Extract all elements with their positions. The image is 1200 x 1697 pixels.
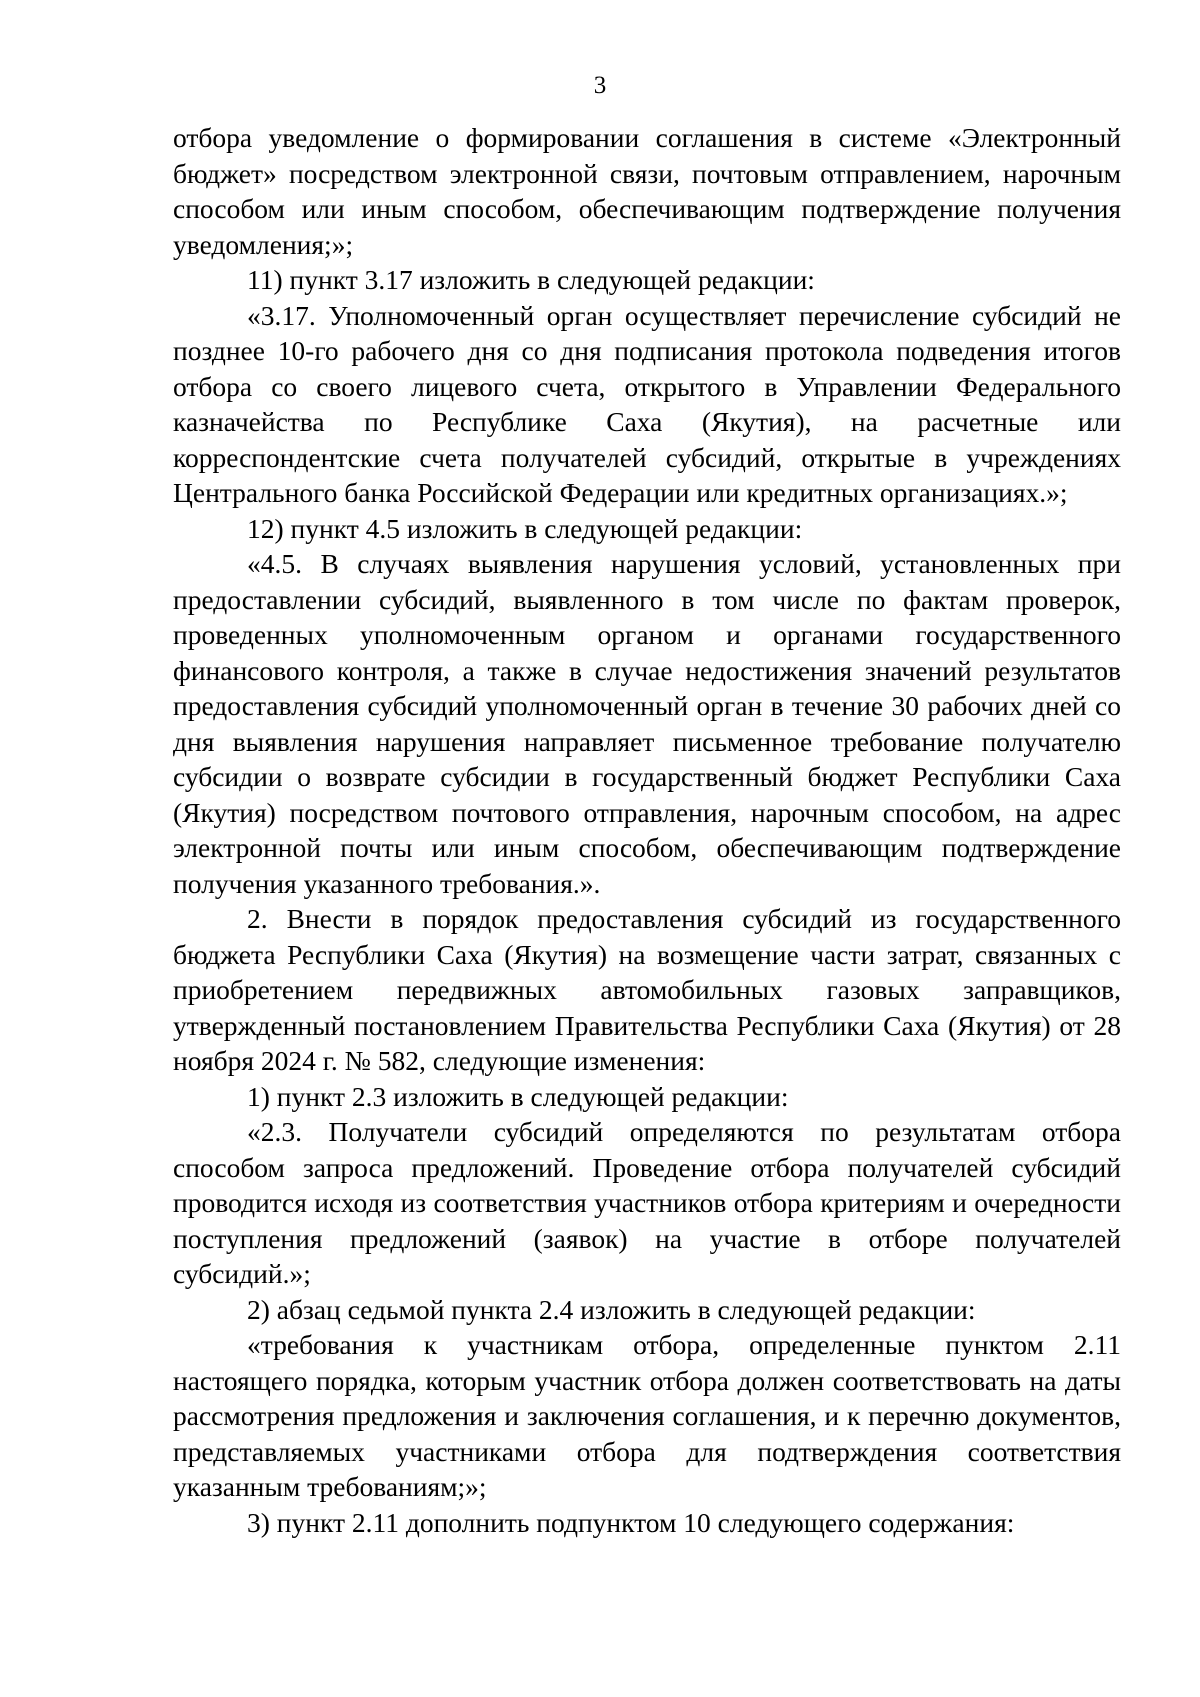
paragraph-item-12: 12) пункт 4.5 изложить в следующей редакции: <box>247 512 803 544</box>
paragraph-item-1: 1) пункт 2.3 изложить в следующей редакции: <box>247 1080 789 1112</box>
paragraph-clause-4-5: «4.5. В случаях выявления нарушения условий, установленных при предоставлении субсидий, выявленного в том числе по фактам проверок, проведенных уполномоченным органом и органами государственного финансового контроля, а также в случае недостижения значений результатов предоставления субсидий уполномоченный орган в течение 30 рабочих дней со дня выявления нарушения направляет письменное требование получателю субсидии о возврате субсидии в государственный бюджет Республики Саха (Якутия) посредством почтового отправления, нарочным способом, на адрес электронной почты или иным способом, обеспечивающим подтверждение получения указанного требования.». <box>173 548 1121 899</box>
paragraph-clause-2-3: «2.3. Получатели субсидий определяются по результатам отбора способом запроса предложений. Проведение отбора получателей субсидий проводится исходя из соответствия участников отбора критериям и очередности поступления предложений (заявок) на участие в отборе получателей субсидий.»; <box>173 1116 1121 1289</box>
paragraph-clause-3-17: «3.17. Уполномоченный орган осуществляет перечисление субсидий не позднее 10-го рабочего дня со дня подписания протокола подведения итогов отбора со своего лицевого счета, открытого в Управлении Федерального казначейства по Республике Саха (Якутия), на расчетные или корреспондентские счета получателей субсидий, открытые в учреждениях Центрального банка Российской Федерации или кредитных организациях.»; <box>173 299 1121 508</box>
paragraph-continuation: отбора уведомление о формировании соглашения в системе «Электронный бюджет» посредством электронной связи, почтовым отправлением, нарочным способом или иным способом, обеспечивающим подтверждение получения уведомления;»; <box>173 122 1121 260</box>
paragraph-section-2: 2. Внести в порядок предоставления субсидий из государственного бюджета Республики Саха (Якутия) на возмещение части затрат, связанных с приобретением передвижных автомобильных газовых заправщиков, утвержденный постановлением Правительства Республики Саха (Якутия) от 28 ноября 2024 г. № 582, следующие изменения: <box>173 903 1121 1076</box>
paragraph-item-3: 3) пункт 2.11 дополнить подпунктом 10 следующего содержания: <box>247 1506 1015 1538</box>
page-number: 3 <box>593 72 607 99</box>
paragraph-requirements: «требования к участникам отбора, определенные пунктом 2.11 настоящего порядка, которым участник отбора должен соответствовать на даты рассмотрения предложения и заключения соглашения, и к перечню документов, представляемых участниками отбора для подтверждения соответствия указанным требованиям;»; <box>173 1329 1121 1502</box>
document-body <box>173 120 1121 1540</box>
paragraph-item-2: 2) абзац седьмой пункта 2.4 изложить в следующей редакции: <box>247 1293 976 1325</box>
paragraph-item-11: 11) пункт 3.17 изложить в следующей редакции: <box>247 264 815 295</box>
